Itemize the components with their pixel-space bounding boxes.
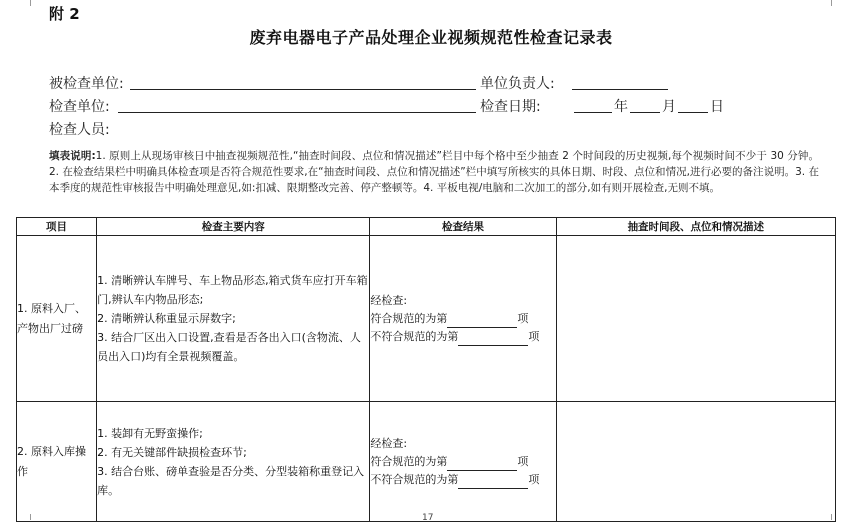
unit-head-label: 单位负责人: — [480, 76, 555, 92]
result-heading: 经检查: — [370, 436, 408, 450]
inspectors-label: 检查人员: — [49, 122, 110, 138]
result-noncompliant-line: 不符合规范的为第 项 — [370, 328, 555, 346]
header-result: 检查结果 — [370, 218, 556, 236]
header-item: 项目 — [17, 218, 97, 236]
row-result — [370, 402, 556, 522]
content-line: 3. 结合台账、磅单查验是否分类、分型装箱称重登记入库。 — [97, 464, 365, 497]
row-item: 2. 原料入库操作 — [17, 402, 97, 522]
content-line: 2. 清晰辨认称重显示屏数字; — [97, 312, 236, 325]
result-compliant-line: 符合规范的为第 项 — [370, 310, 555, 328]
inspected-unit-field[interactable] — [130, 89, 476, 90]
result-heading: 经检查: — [370, 293, 408, 307]
inspecting-unit-label: 检查单位: — [49, 99, 110, 115]
unit-head-field[interactable] — [572, 89, 668, 90]
content-line: 2. 有无关键部件缺损检查环节; — [97, 445, 247, 459]
crop-mark — [30, 0, 31, 6]
page-title: 废弃电器电子产品处理企业视频规范性检查记录表 — [249, 28, 613, 47]
result-noncompliant-line: 不符合规范的为第 项 — [370, 471, 555, 489]
inspection-date-label: 检查日期: — [480, 99, 541, 115]
date-day-field[interactable] — [678, 112, 708, 113]
date-day-label: 日 — [710, 99, 724, 115]
row-result — [370, 236, 556, 402]
inspection-record-table — [16, 217, 836, 522]
fill-instructions-heading: 填表说明: — [49, 150, 96, 162]
row-item: 1. 原料入厂、产物出厂过磅 — [17, 236, 97, 402]
noncompliant-items-input[interactable] — [458, 475, 528, 489]
date-year-label: 年 — [614, 99, 628, 115]
date-month-label: 月 — [662, 99, 676, 115]
header-content: 检查主要内容 — [97, 218, 370, 236]
crop-mark — [831, 0, 832, 6]
date-year-field[interactable] — [574, 112, 612, 113]
row-content — [97, 402, 370, 522]
compliant-items-input[interactable] — [447, 457, 517, 471]
table-header-row — [17, 218, 836, 236]
row-content — [97, 236, 370, 402]
content-line: 1. 清晰辨认车牌号、车上物品形态,箱式货车应打开车箱门,辨认车内物品形态; — [97, 274, 368, 306]
content-line: 1. 装卸有无野蛮操作; — [97, 426, 203, 440]
row-desc-input[interactable] — [556, 402, 835, 522]
row-desc-input[interactable] — [556, 236, 835, 402]
noncompliant-items-input[interactable] — [458, 332, 528, 346]
table-row — [17, 236, 836, 402]
compliant-items-input[interactable] — [447, 314, 517, 328]
header-desc: 抽查时间段、点位和情况描述 — [556, 218, 835, 236]
result-compliant-line: 符合规范的为第 项 — [370, 453, 555, 471]
annex-label: 附 2 — [49, 5, 80, 23]
table-row — [17, 402, 836, 522]
date-month-field[interactable] — [630, 112, 660, 113]
page-number: 17 — [422, 513, 434, 523]
fill-instructions — [49, 148, 819, 196]
inspected-unit-label: 被检查单位: — [49, 76, 124, 92]
inspecting-unit-field[interactable] — [118, 112, 476, 113]
fill-instructions-text: 1. 原则上从现场审核日中抽查视频规范性,“抽查时间段、点位和情况描述”栏目中每个格中至少抽查 2 个时间段的历史视频,每个视频时间不少于 30 分钟。2. 在检查结果栏中明确具体检查项是否符合规范性要求,在“抽查时间段、点位和情况描述”栏中填写所核实的具体日期、时段、点位和情况,进行必要的备注说明。3. 在本季度的规范性审核报告中明确处理意见,如:扣减、限期整改完善、停产整顿等。4. 平板电视/电脑和二次加工的部分,如有则开展检查,无则不填。 — [49, 150, 819, 194]
content-line: 3. 结合厂区出入口设置,查看是否各出入口(含物流、人员出入口)均有全景视频覆盖。 — [97, 331, 361, 363]
